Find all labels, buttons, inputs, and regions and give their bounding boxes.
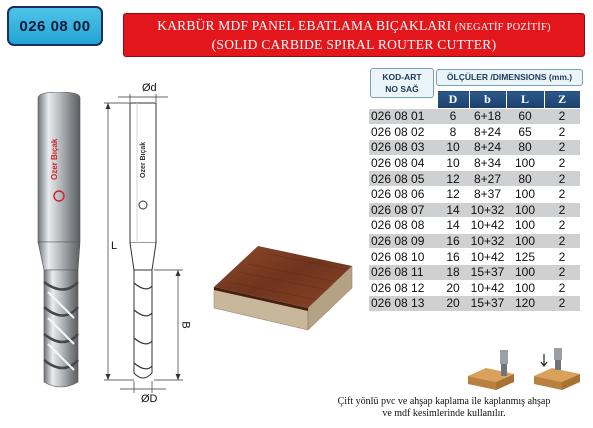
row-z: 2 xyxy=(544,171,580,187)
column-header-l: L xyxy=(506,91,544,109)
row-l: 65 xyxy=(506,124,544,140)
caption-line-2: ve mdf kesimlerinde kullanılır. xyxy=(382,408,506,419)
row-b: 10+32 xyxy=(470,234,505,249)
caption-line-1: Çift yönlü pvc ve ahşap kaplama ile kaplanmış ahşap xyxy=(337,396,551,407)
row-b: 8+27 xyxy=(469,171,506,187)
table-row xyxy=(369,249,580,265)
row-l: 100 xyxy=(506,218,544,234)
row-code: 026 08 12 xyxy=(369,280,437,296)
row-d: 14 xyxy=(437,202,469,218)
row-code: 026 08 02 xyxy=(369,124,437,140)
title-main: KARBÜR MDF PANEL EBATLAMA BIÇAKLARI xyxy=(157,18,452,33)
cut-diameter-label: ØD xyxy=(141,393,158,405)
router-bit-photo xyxy=(28,92,90,392)
table-row xyxy=(369,171,580,187)
row-l: 100 xyxy=(506,233,544,249)
row-d: 10 xyxy=(437,155,469,171)
code-header-line-2: NO SAĞ xyxy=(385,84,419,94)
row-z: 2 xyxy=(544,124,580,140)
row-b: 10+32 xyxy=(470,202,505,217)
row-b: 15+37 xyxy=(470,265,505,280)
row-z: 2 xyxy=(544,140,580,156)
row-code: 026 08 04 xyxy=(369,155,437,171)
column-header-z: Z xyxy=(544,91,580,109)
row-d: 10 xyxy=(437,140,469,156)
table-row xyxy=(369,155,580,171)
row-code: 026 08 05 xyxy=(369,171,437,187)
cut-length-label: B xyxy=(179,321,192,329)
code-header-line-1: KOD-ART xyxy=(382,72,422,82)
table-row xyxy=(369,186,580,202)
title-sub: (NEGATİF POZİTİF) xyxy=(454,22,551,33)
row-l: 100 xyxy=(506,186,544,202)
table-row xyxy=(369,280,580,296)
row-code: 026 08 01 xyxy=(369,109,437,125)
row-l: 100 xyxy=(506,264,544,280)
dimensions-table xyxy=(369,90,581,312)
row-l: 80 xyxy=(506,140,544,156)
row-z: 2 xyxy=(544,280,580,296)
column-header-b: b xyxy=(469,91,506,109)
row-z: 2 xyxy=(544,202,580,218)
row-d: 16 xyxy=(437,233,469,249)
usage-caption xyxy=(294,396,593,420)
table-row xyxy=(369,124,580,140)
row-b: 10+42 xyxy=(470,280,505,295)
title-line-1 xyxy=(124,18,584,34)
row-z: 2 xyxy=(544,296,580,312)
column-header-d: D xyxy=(437,91,469,109)
row-d: 12 xyxy=(437,186,469,202)
shank-diameter-label: Ød xyxy=(142,82,157,94)
row-z: 2 xyxy=(544,218,580,234)
row-l: 80 xyxy=(506,171,544,187)
drawing-brand-text: Ozer Bıçak xyxy=(140,141,147,178)
dimensions-header: ÖLÇÜLER /DIMENSIONS (mm.) xyxy=(436,69,583,86)
wood-panel-image xyxy=(208,242,356,332)
row-b: 8+24 xyxy=(469,124,506,140)
table-row xyxy=(369,140,580,156)
row-l: 125 xyxy=(506,249,544,265)
row-d: 6 xyxy=(437,109,469,125)
table-row xyxy=(369,233,580,249)
title-banner xyxy=(123,13,585,57)
row-z: 2 xyxy=(544,249,580,265)
row-code: 026 08 03 xyxy=(369,140,437,156)
row-code: 026 08 13 xyxy=(369,296,437,312)
row-l: 60 xyxy=(506,109,544,125)
row-b: 8+37 xyxy=(469,186,506,202)
row-code: 026 08 06 xyxy=(369,186,437,202)
row-code: 026 08 08 xyxy=(369,218,437,234)
row-b: 8+34 xyxy=(469,155,506,171)
row-l: 100 xyxy=(506,202,544,218)
usage-illustration xyxy=(466,346,584,392)
row-code: 026 08 10 xyxy=(369,249,437,265)
row-d: 12 xyxy=(437,171,469,187)
row-d: 20 xyxy=(437,296,469,312)
row-z: 2 xyxy=(544,186,580,202)
row-d: 18 xyxy=(437,264,469,280)
row-z: 2 xyxy=(544,233,580,249)
row-code: 026 08 07 xyxy=(369,202,437,218)
table-row xyxy=(369,218,580,234)
row-l: 100 xyxy=(506,155,544,171)
table-row xyxy=(369,296,580,312)
row-code: 026 08 11 xyxy=(369,264,437,280)
row-d: 16 xyxy=(437,249,469,265)
table-header-spacer xyxy=(369,91,437,109)
product-code: 026 08 00 xyxy=(7,6,103,46)
length-label: L xyxy=(111,240,118,252)
table-body xyxy=(369,109,580,312)
row-l: 100 xyxy=(506,280,544,296)
row-z: 2 xyxy=(544,109,580,125)
row-d: 8 xyxy=(437,124,469,140)
table-header-row xyxy=(369,91,580,109)
row-b: 10+42 xyxy=(470,249,505,264)
table-row xyxy=(369,202,580,218)
row-b: 6+18 xyxy=(469,109,506,125)
row-d: 14 xyxy=(437,218,469,234)
row-l: 120 xyxy=(506,296,544,312)
row-z: 2 xyxy=(544,264,580,280)
table-row xyxy=(369,109,580,125)
brand-text: Ozer Bıçak xyxy=(50,138,59,180)
row-d: 20 xyxy=(437,280,469,296)
row-z: 2 xyxy=(544,155,580,171)
row-b: 10+42 xyxy=(470,218,505,233)
table-row xyxy=(369,264,580,280)
title-line-2: (SOLID CARBIDE SPIRAL ROUTER CUTTER) xyxy=(211,37,497,52)
row-code: 026 08 09 xyxy=(369,233,437,249)
row-b: 15+37 xyxy=(470,296,505,311)
row-b: 8+24 xyxy=(469,140,506,156)
